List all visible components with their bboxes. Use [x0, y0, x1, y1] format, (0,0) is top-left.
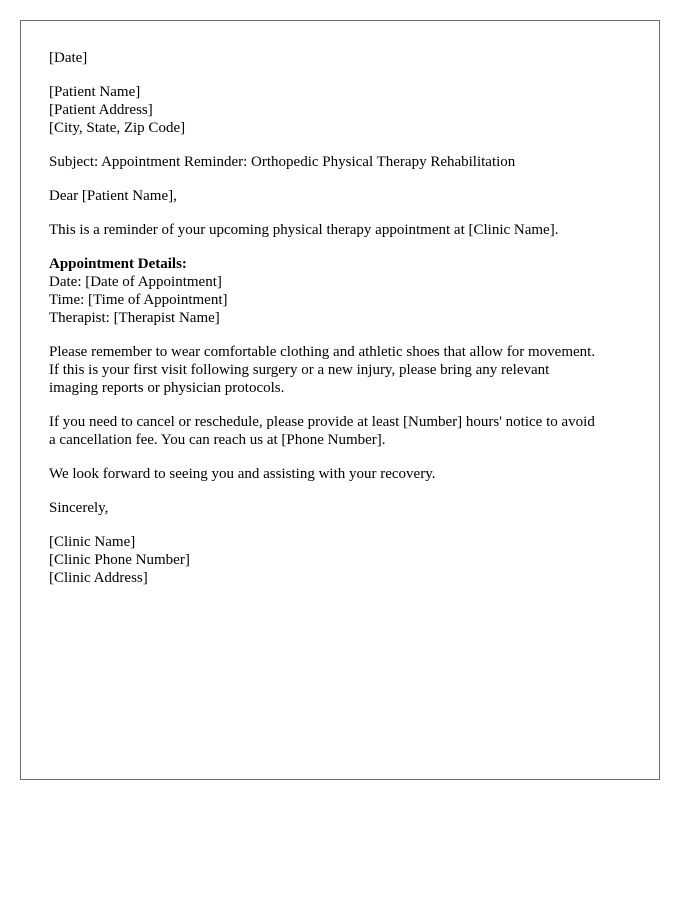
appointment-therapist: Therapist: [Therapist Name] [49, 310, 220, 326]
cancellation-paragraph [49, 413, 639, 449]
intro-block [49, 221, 639, 239]
preparation-line-1: Please remember to wear comfortable clothing and athletic shoes that allow for movement. [49, 344, 596, 360]
salutation-block [49, 187, 639, 205]
signature-clinic-address: [Clinic Address] [49, 570, 148, 586]
date-block [49, 49, 639, 67]
letter-subject: Subject: Appointment Reminder: Orthopedic Physical Therapy Rehabilitation [49, 154, 516, 170]
subject-block [49, 153, 639, 171]
closing-remark: We look forward to seeing you and assisting with your recovery. [49, 466, 436, 482]
recipient-city-state-zip: [City, State, Zip Code] [49, 120, 186, 136]
closing-remark-block [49, 465, 639, 483]
letter-intro: This is a reminder of your upcoming physical therapy appointment at [Clinic Name]. [49, 222, 559, 238]
letter-salutation: Dear [Patient Name], [49, 188, 177, 204]
letter-page [20, 20, 660, 780]
recipient-address: [Patient Address] [49, 102, 153, 118]
preparation-line-2: If this is your first visit following surgery or a new injury, please bring any relevant [49, 362, 550, 378]
recipient-block [49, 83, 639, 137]
signature-block [49, 533, 639, 587]
preparation-line-3: imaging reports or physician protocols. [49, 380, 285, 396]
signature-clinic-name: [Clinic Name] [49, 534, 136, 550]
sign-off-block [49, 499, 639, 517]
appointment-date: Date: [Date of Appointment] [49, 274, 222, 290]
letter-body [49, 49, 639, 603]
recipient-name: [Patient Name] [49, 84, 141, 100]
cancellation-line-2: a cancellation fee. You can reach us at [Phone Number]. [49, 432, 386, 448]
signature-clinic-phone: [Clinic Phone Number] [49, 552, 190, 568]
appointment-details-heading: Appointment Details: [49, 256, 187, 272]
preparation-paragraph [49, 343, 639, 397]
appointment-details-block [49, 255, 639, 327]
appointment-time: Time: [Time of Appointment] [49, 292, 228, 308]
letter-date: [Date] [49, 50, 88, 66]
cancellation-line-1: If you need to cancel or reschedule, please provide at least [Number] hours' notice to avoid [49, 414, 595, 430]
sign-off: Sincerely, [49, 500, 109, 516]
